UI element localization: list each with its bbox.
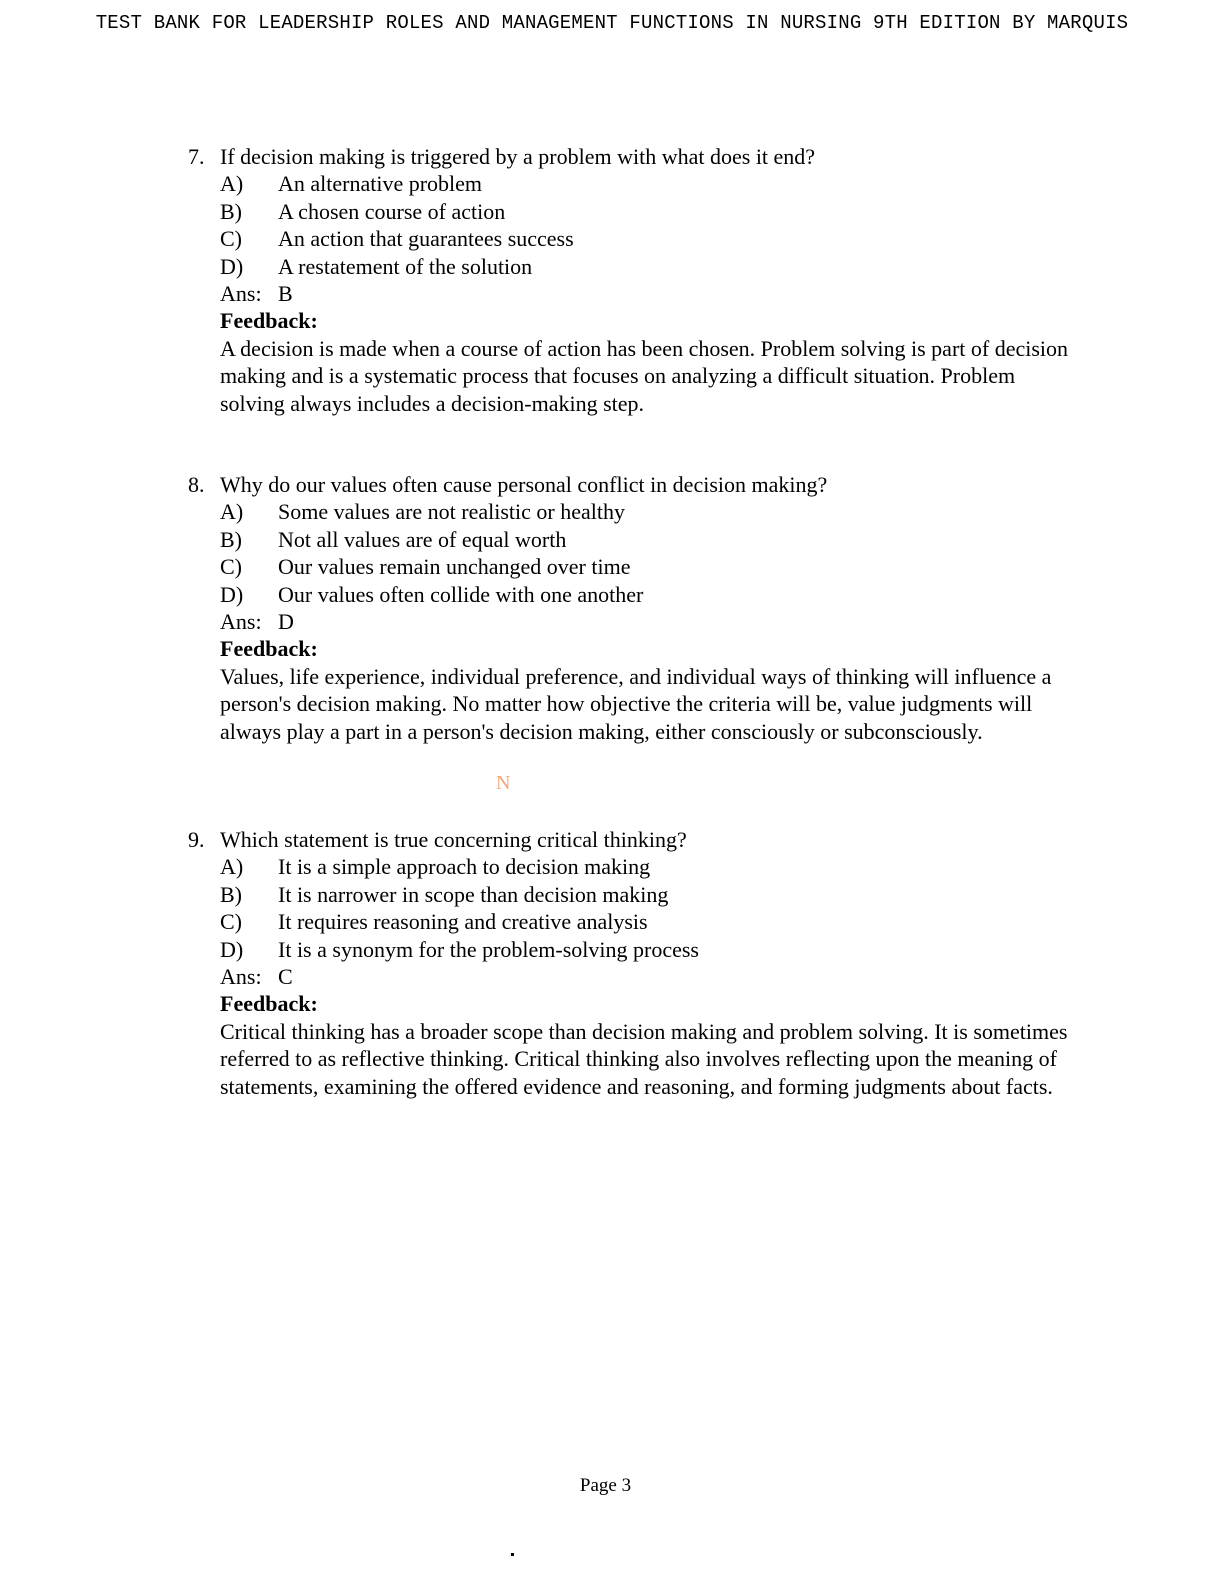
option-letter: B) [220, 881, 242, 907]
option-letter: B) [220, 526, 242, 552]
option-a [220, 170, 1088, 197]
option-b [220, 526, 1088, 553]
option-letter: A) [220, 854, 244, 880]
option-letter: D) [220, 581, 244, 607]
feedback-label: Feedback: [220, 308, 318, 334]
answer-line [220, 963, 1088, 990]
option-a [220, 498, 1088, 525]
option-letter: A) [220, 171, 244, 197]
answer-label: Ans: [220, 609, 262, 635]
feedback-text: Values, life experience, individual preference, and individual ways of thinking will influence a person's decision making. No matter how objective the criteria will be, value judgments will always play a part in a person's decision making, either consciously or subconsciously. [220, 663, 1052, 744]
feedback-text: A decision is made when a course of action has been chosen. Problem solving is part of decision making and is a systematic process that focuses on analyzing a difficult situation. Problem solving always includes a decision-making step. [220, 335, 1069, 416]
feedback-label: Feedback: [220, 991, 318, 1017]
question-text: Why do our values often cause personal conflict in decision making? [220, 472, 828, 497]
option-text: Some values are not realistic or healthy [278, 499, 625, 525]
question-number: 7. [188, 144, 205, 169]
option-letter: D) [220, 936, 244, 962]
option-text: Not all values are of equal worth [278, 526, 567, 552]
page-number: Page 3 [579, 1475, 632, 1496]
answer-options [220, 170, 1088, 417]
answer-value: B [278, 281, 293, 307]
option-letter: C) [220, 909, 242, 935]
option-text: A chosen course of action [278, 198, 506, 224]
option-c [220, 225, 1088, 252]
document-header: TEST BANK FOR LEADERSHIP ROLES AND MANAGEMENT FUNCTIONS IN NURSING 9TH EDITION BY MARQUIS [95, 12, 1129, 34]
question-stem [188, 471, 1088, 498]
option-b [220, 881, 1088, 908]
option-text: It is a simple approach to decision making [278, 854, 651, 880]
option-a [220, 853, 1088, 880]
answer-options [220, 498, 1088, 745]
option-letter: C) [220, 554, 242, 580]
option-text: It is a synonym for the problem-solving process [278, 936, 699, 962]
answer-line [220, 608, 1088, 635]
answer-value: C [278, 964, 293, 990]
feedback-label: Feedback: [220, 636, 318, 662]
feedback-text: Critical thinking has a broader scope than decision making and problem solving. It is sometimes referred to as reflective thinking. Critical thinking also involves reflecting upon the meaning of statements, examining the offered evidence and reasoning, and forming judgments about facts. [220, 1018, 1068, 1099]
watermark-letter: N [496, 772, 511, 794]
question-8 [188, 471, 1088, 745]
option-c [220, 908, 1088, 935]
answer-line [220, 280, 1088, 307]
option-letter: D) [220, 253, 244, 279]
option-d [220, 581, 1088, 608]
option-text: An alternative problem [278, 171, 483, 197]
question-stem [188, 143, 1088, 170]
question-7 [188, 143, 1088, 417]
option-text: A restatement of the solution [278, 253, 533, 279]
answer-options [220, 853, 1088, 1100]
answer-value: D [278, 609, 294, 635]
answer-label: Ans: [220, 281, 262, 307]
option-letter: C) [220, 226, 242, 252]
option-c [220, 553, 1088, 580]
option-b [220, 198, 1088, 225]
question-text: Which statement is true concerning critical thinking? [220, 827, 687, 852]
option-d [220, 936, 1088, 963]
option-text: An action that guarantees success [278, 226, 574, 252]
option-text: Our values often collide with one another [278, 581, 644, 607]
option-text: It is narrower in scope than decision making [278, 881, 669, 907]
answer-label: Ans: [220, 964, 262, 990]
option-letter: B) [220, 198, 242, 224]
question-number: 8. [188, 472, 205, 497]
option-letter: A) [220, 499, 244, 525]
option-d [220, 253, 1088, 280]
option-text: It requires reasoning and creative analysis [278, 909, 648, 935]
question-9 [188, 826, 1088, 1100]
option-text: Our values remain unchanged over time [278, 554, 631, 580]
question-text: If decision making is triggered by a problem with what does it end? [220, 144, 816, 169]
stray-dot [511, 1553, 514, 1556]
question-stem [188, 826, 1088, 853]
question-number: 9. [188, 827, 205, 852]
